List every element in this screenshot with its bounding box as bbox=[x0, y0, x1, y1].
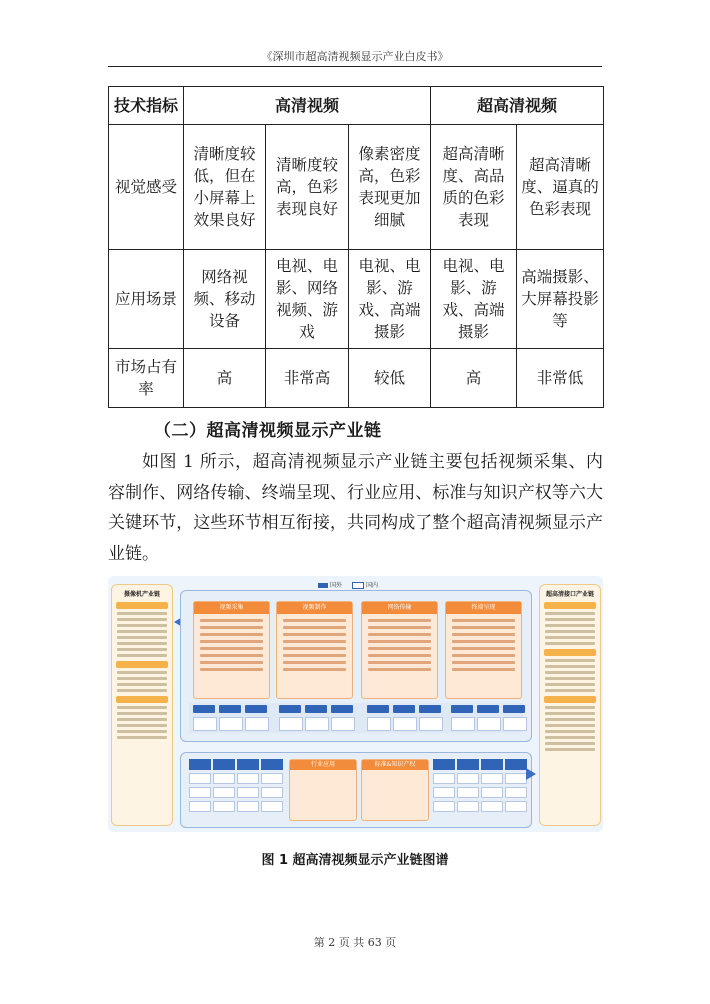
chain-stages-panel bbox=[180, 590, 532, 742]
row-label: 市场占有率 bbox=[109, 349, 184, 408]
row-label: 应用场景 bbox=[109, 250, 184, 349]
table-cell: 电视、电影、游戏、高端摄影 bbox=[431, 250, 517, 349]
legend-item-foreign: 国外 bbox=[318, 580, 342, 589]
header-rule bbox=[108, 66, 602, 67]
table-row bbox=[109, 349, 604, 408]
table-cell: 网络视频、移动设备 bbox=[184, 250, 266, 349]
stage-production: 视频制作 bbox=[276, 601, 353, 699]
page-footer: 第 2 页 共 63 页 bbox=[313, 936, 397, 949]
table-group-hd: 高清视频 bbox=[184, 87, 431, 125]
table-cell: 电视、电影、游戏、高端摄影 bbox=[349, 250, 431, 349]
table-cell: 清晰度较低，但在小屏幕上效果良好 bbox=[184, 125, 266, 250]
page-header: 《深圳市超高清视频显示产业白皮书》 bbox=[261, 50, 449, 63]
table-group-uhd: 超高清视频 bbox=[431, 87, 604, 125]
arrow-right-icon bbox=[526, 768, 536, 780]
industry-chain-figure bbox=[108, 576, 603, 832]
table-cell: 超高清晰度、逼真的色彩表现 bbox=[517, 125, 604, 250]
table-header-row bbox=[109, 87, 604, 125]
camera-chain-panel bbox=[111, 584, 173, 826]
block-standards-ip: 标准&知识产权 bbox=[361, 759, 429, 821]
table-cell: 高 bbox=[184, 349, 266, 408]
stage-capture: 视频采集 bbox=[193, 601, 270, 699]
section-title: （二）超高清视频显示产业链 bbox=[154, 421, 382, 441]
applications-panel bbox=[180, 752, 532, 828]
legend-item-domestic: 国内 bbox=[352, 580, 378, 589]
stage-terminal: 终端呈现 bbox=[445, 601, 522, 699]
table-row bbox=[109, 250, 604, 349]
table-cell: 高端摄影、大屏幕投影等 bbox=[517, 250, 604, 349]
table-cell: 较低 bbox=[349, 349, 431, 408]
table-cell: 像素密度高，色彩表现更加细腻 bbox=[349, 125, 431, 250]
table-row bbox=[109, 125, 604, 250]
figure-caption: 图 1 超高清视频显示产业链图谱 bbox=[261, 853, 449, 868]
table-cell: 非常高 bbox=[266, 349, 349, 408]
table-col-header: 技术指标 bbox=[109, 87, 184, 125]
block-industry-apps: 行业应用 bbox=[289, 759, 357, 821]
table-cell: 电视、电影、网络视频、游戏 bbox=[266, 250, 349, 349]
body-paragraph: 如图 1 所示，超高清视频显示产业链主要包括视频采集、内容制作、网络传输、终端呈现、行业应用、标准与知识产权等六大关键环节，这些环节相互衔接，共同构成了整个超高清视频显示产业链。 bbox=[108, 452, 603, 564]
table-cell: 超高清晰度、高品质的色彩表现 bbox=[431, 125, 517, 250]
camera-chain-title: 摄像机产业链 bbox=[123, 591, 160, 598]
table-cell: 清晰度较高，色彩表现良好 bbox=[266, 125, 349, 250]
interface-chain-title: 超高清接口产业链 bbox=[545, 591, 594, 598]
row-label: 视觉感受 bbox=[109, 125, 184, 250]
stage-transmission: 网络传输 bbox=[361, 601, 438, 699]
vendor-grid bbox=[189, 703, 523, 733]
figure-legend bbox=[318, 580, 378, 589]
table-cell: 高 bbox=[431, 349, 517, 408]
spec-table bbox=[108, 86, 604, 408]
interface-chain-panel bbox=[539, 584, 601, 826]
table-cell: 非常低 bbox=[517, 349, 604, 408]
